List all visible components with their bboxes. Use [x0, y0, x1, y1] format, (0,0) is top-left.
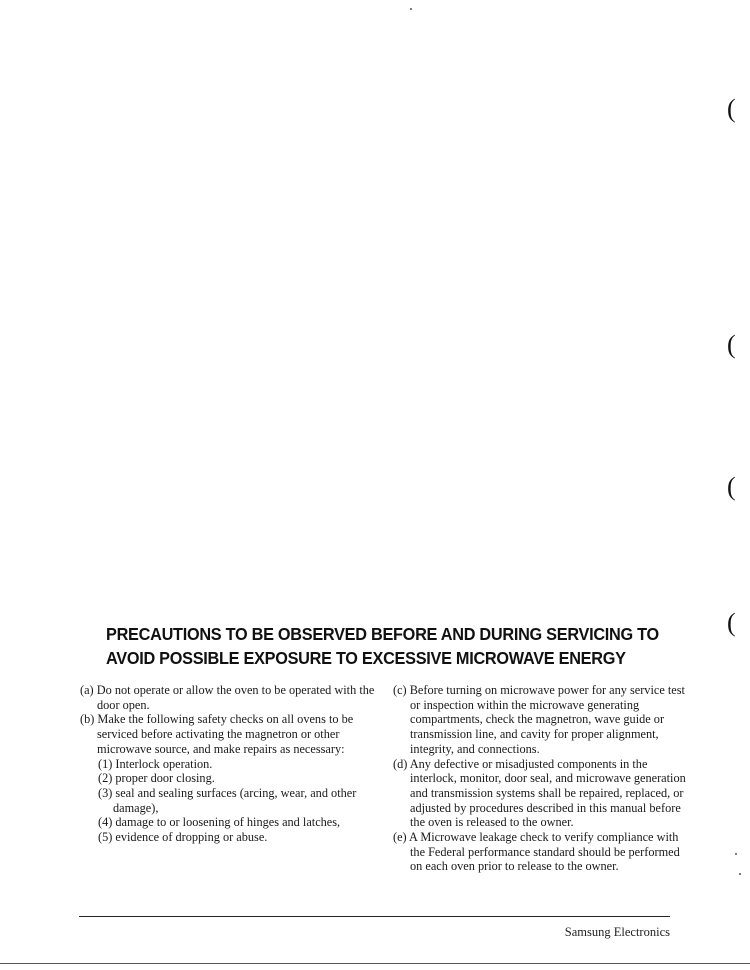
- binder-hole-mark: (: [727, 330, 736, 359]
- left-column: [80, 683, 380, 845]
- footer-brand: Samsung Electronics: [564, 925, 670, 939]
- scan-speck: [410, 8, 412, 10]
- precaution-item-a: (a) Do not operate or allow the oven to be operated with the door open.: [80, 683, 375, 712]
- heading-line-1: PRECAUTIONS TO BE OBSERVED BEFORE AND DURING SERVICING TO: [106, 624, 659, 644]
- safety-check-item: (4) damage to or loosening of hinges and latches,: [98, 815, 341, 830]
- precaution-item-c: (c) Before turning on microwave power for any service test or inspection within the microwave generating compartments, check the magnetron, wave guide or transmission line, and cavity for proper alignment, integrity, and connections.: [393, 683, 685, 756]
- footer-rule: [79, 916, 670, 917]
- precaution-item-d: (d) Any defective or misadjusted components in the interlock, monitor, door seal, and microwave generation and transmission systems shall be repaired, replaced, or adjusted by procedures described in this manual before the oven is released to the owner.: [393, 756, 686, 830]
- binder-hole-mark: (: [727, 94, 736, 123]
- safety-check-item: (5) evidence of dropping or abuse.: [98, 830, 268, 845]
- page-bottom-edge: [0, 963, 750, 964]
- safety-check-item: (1) Interlock operation.: [98, 756, 213, 771]
- heading-line-2: AVOID POSSIBLE EXPOSURE TO EXCESSIVE MICROWAVE ENERGY: [106, 648, 626, 668]
- precaution-item-e: (e) A Microwave leakage check to verify compliance with the Federal performance standard should be performed on each oven prior to release to the owner.: [393, 830, 680, 874]
- safety-check-list: [80, 757, 380, 845]
- safety-check-item: (2) proper door closing.: [98, 771, 215, 786]
- binder-hole-mark: (: [727, 472, 736, 501]
- scan-speck: [739, 873, 741, 875]
- right-column: [393, 683, 693, 874]
- binder-hole-mark: (: [727, 608, 736, 637]
- scan-speck: [735, 853, 737, 855]
- safety-check-item: (3) seal and sealing surfaces (arcing, wear, and other damage),: [98, 785, 357, 815]
- precaution-item-b: (b) Make the following safety checks on all ovens to be serviced before activating the magnetron or other microwave source, and make repairs as necessary:: [80, 712, 354, 756]
- page-heading: [106, 622, 664, 670]
